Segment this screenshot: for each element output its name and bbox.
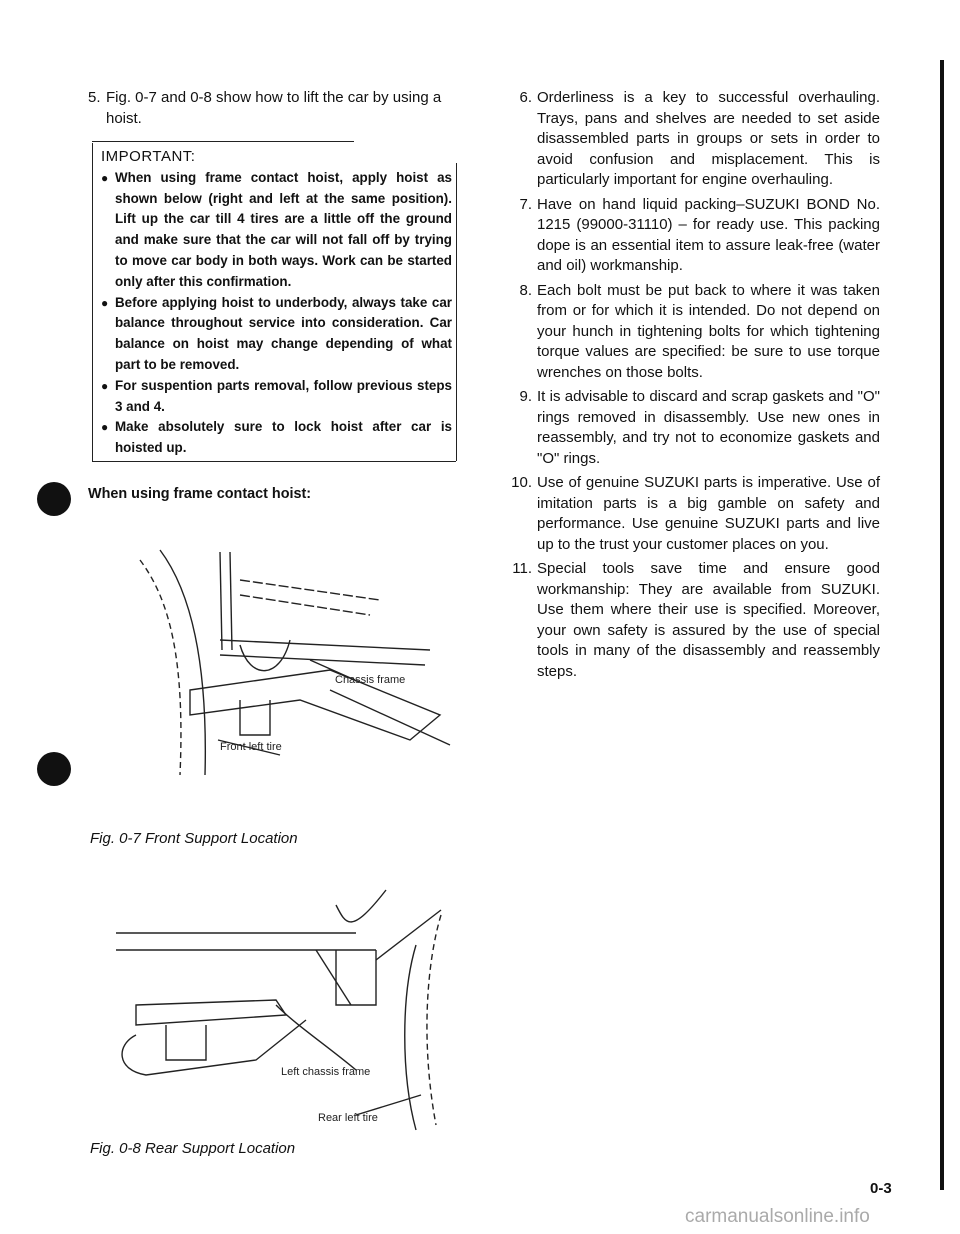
step-text: Fig. 0-7 and 0-8 show how to lift the car by using a hoist. xyxy=(106,89,442,127)
step-number: 7. xyxy=(519,195,532,213)
page-number: 0-3 xyxy=(870,1180,892,1197)
binding-edge-line xyxy=(940,60,944,1190)
bullet-icon: ● xyxy=(101,420,109,435)
frame-hoist-subheading: When using frame contact hoist: xyxy=(88,485,312,502)
important-bullet xyxy=(101,417,452,459)
step-number: 5. xyxy=(88,89,101,106)
fig7-caption: Fig. 0-7 Front Support Location xyxy=(90,830,298,847)
step-text: Orderliness is a key to successful overhauling. Trays, pans and shelves are needed to set aside disassembled parts in groups or sets in order to avoid confusion and misplacement. This is particularly important for engine overhauling. xyxy=(537,89,880,188)
watermark[interactable]: carmanualsonline.info xyxy=(685,1206,870,1227)
tire-tread-curve xyxy=(160,550,205,775)
hoist-pad xyxy=(166,1025,206,1060)
fig8-caption: Fig. 0-8 Rear Support Location xyxy=(90,1140,296,1157)
step-text: It is advisable to discard and scrap gaskets and "O" rings removed in disassembly. Use new ones in reassembly, and try not to economize gaskets and "O" rings. xyxy=(537,388,880,467)
step-9 xyxy=(510,387,880,469)
punch-hole xyxy=(37,482,71,516)
bullet-text: When using frame contact hoist, apply hoist as shown below (right and left at the same position). Lift up the car till 4 tires are a little off the ground and make sure that the car will not fall off by trying to move car body in both ways. Work can be started only after this confirmation. xyxy=(115,169,452,289)
important-bullet xyxy=(101,168,452,293)
chassis-frame-upper xyxy=(220,640,430,650)
left-column xyxy=(88,88,460,504)
chassis-frame-lower xyxy=(220,655,425,665)
body-edge-line xyxy=(240,595,370,615)
body-edge-line xyxy=(240,580,380,600)
hoist-pad-plate xyxy=(136,1000,286,1025)
bullet-text: Make absolutely sure to lock hoist after car is hoisted up. xyxy=(115,419,452,456)
fig8-label-left-chassis-frame: Left chassis frame xyxy=(281,1066,371,1078)
bullet-icon: ● xyxy=(101,170,109,185)
fig7-label-front-left-tire: Front left tire xyxy=(220,741,282,753)
important-bullet xyxy=(101,293,452,376)
rear-support-illustration xyxy=(96,885,464,1135)
step-7 xyxy=(510,195,880,277)
step-8 xyxy=(510,281,880,384)
fig7-label-chassis-frame: Chassis frame xyxy=(335,674,406,686)
important-notice-box xyxy=(92,143,456,462)
step-text: Special tools save time and ensure good workmanship: They are available from SUZUKI. Use them where their use is specified. Moreover, your own safety is assured by the use of special tools in many of the disassembly and reassembly steps. xyxy=(537,560,880,680)
step-number: 10. xyxy=(511,474,532,491)
step-6 xyxy=(510,88,880,191)
step-text: Each bolt must be put back to where it was taken from or for which it is intended. Do not depend on your hunch in tightening bolts for which tightening torque values are specified: be sure to use torque wrenches on those bolts. xyxy=(537,281,880,381)
bullet-icon: ● xyxy=(101,378,109,393)
frame-bracket xyxy=(336,950,376,1005)
body-panel-line xyxy=(230,552,232,650)
step-number: 11. xyxy=(512,560,532,577)
step-number: 9. xyxy=(519,388,532,405)
step-number: 8. xyxy=(519,281,532,299)
step-number: 6. xyxy=(519,89,532,106)
tire-tread-curve xyxy=(405,945,416,1130)
fig8-label-rear-left-tire: Rear left tire xyxy=(318,1112,378,1124)
bullet-text: Before applying hoist to underbody, always take car balance throughout service into consideration. Car balance on hoist may change depending of what part to be removed. xyxy=(115,294,452,372)
hoist-arm xyxy=(122,1020,306,1075)
step-11 xyxy=(510,559,880,682)
bullet-text: For suspention parts removal, follow previous steps 3 and 4. xyxy=(115,377,452,414)
right-column xyxy=(510,88,880,686)
front-left-tire-outline xyxy=(140,560,181,775)
step-text: Use of genuine SUZUKI parts is imperative. Use of imitation parts is a big gamble on safety and performance. Use genuine SUZUKI parts and live up to the trust your customer places on you. xyxy=(537,474,880,553)
front-support-illustration xyxy=(130,540,460,785)
important-title: IMPORTANT: xyxy=(101,148,196,165)
important-bullet xyxy=(101,376,452,418)
step-5 xyxy=(88,88,460,129)
step-10 xyxy=(510,473,880,555)
punch-hole xyxy=(37,752,71,786)
leader-line xyxy=(276,1005,356,1070)
rear-left-tire-outline xyxy=(427,915,441,1125)
body-panel-line xyxy=(220,552,222,650)
leader-line xyxy=(316,950,351,1005)
body-edge-line xyxy=(376,910,441,960)
bullet-icon: ● xyxy=(101,295,109,310)
body-panel-line xyxy=(336,890,386,922)
frame-bracket xyxy=(240,640,290,671)
step-text: Have on hand liquid packing–SUZUKI BOND No. 1215 (99000-31110) – for ready use. This packing dope is an essential item to assure leak-free (water and oil) workmanship. xyxy=(537,195,880,274)
